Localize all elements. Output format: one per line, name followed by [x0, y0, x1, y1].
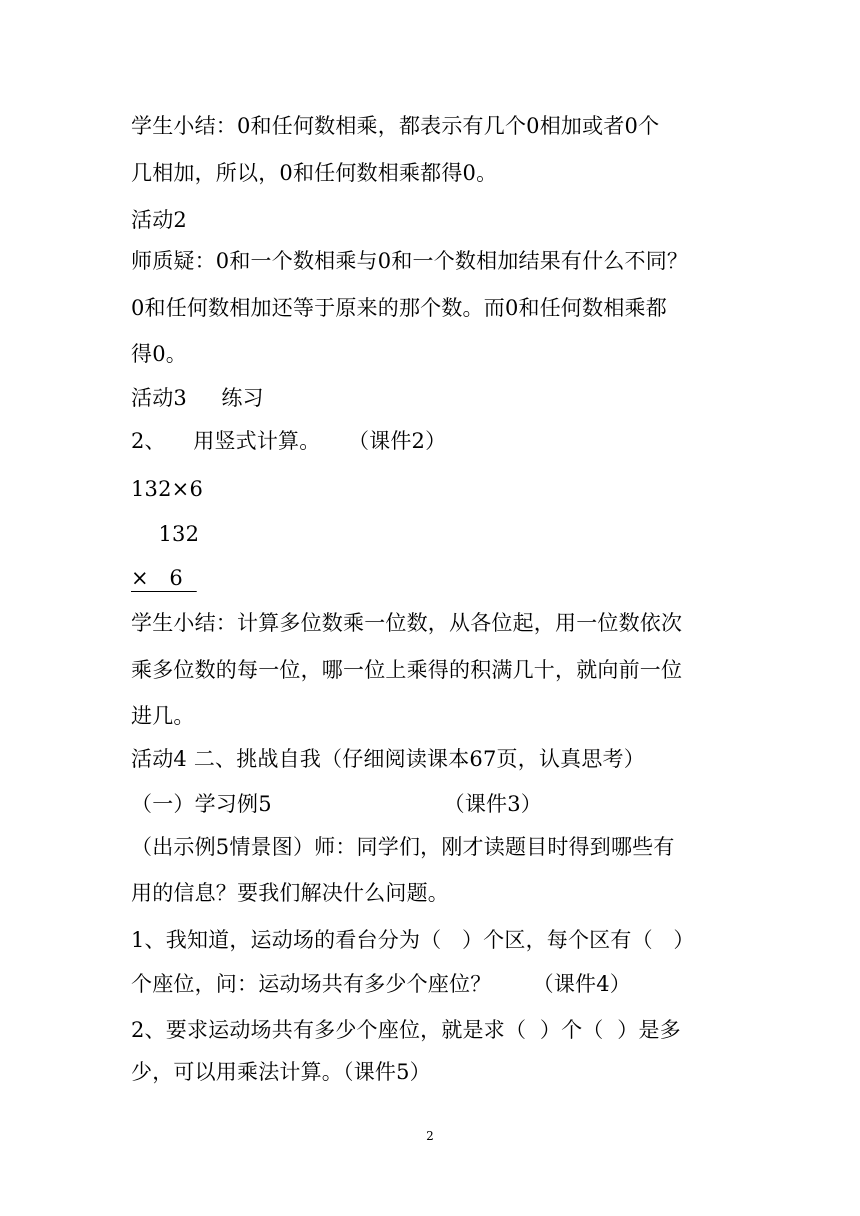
text-line: （出示例5情景图）师：同学们，刚才读题目时得到哪些有 — [131, 835, 675, 859]
text-line: 乘多位数的每一位，哪一位上乘得的积满几十，就向前一位 — [131, 658, 683, 682]
text-line: 少，可以用乘法计算。（课件5） — [131, 1060, 431, 1084]
text-line: 学生小结：计算多位数乘一位数，从各位起，用一位数依次 — [131, 611, 683, 635]
text-line: 1、我知道，运动场的看台分为（ ）个区，每个区有（ ） — [131, 928, 695, 952]
underlined-multiplier: × 6 — [131, 566, 197, 590]
text-line: 132×6 — [131, 477, 204, 501]
text-line: 几相加，所以，0和任何数相乘都得0。 — [131, 161, 498, 185]
text-line: 132 — [131, 522, 200, 546]
text-line: 学生小结：0和任何数相乘，都表示有几个0相加或者0个 — [131, 114, 660, 138]
text-line — [131, 564, 751, 592]
text-line: 2、 用竖式计算。 （课件2） — [131, 429, 447, 453]
text-line: 活动2 — [131, 208, 187, 232]
text-line: 得0。 — [131, 342, 187, 366]
page-number: 2 — [426, 1129, 434, 1143]
text-line: 活动3 练习 — [131, 386, 264, 410]
text-line: 0和任何数相加还等于原来的那个数。而0和任何数相乘都 — [131, 296, 667, 320]
text-line: 2、要求运动场共有多少个座位，就是求（ ）个（ ）是多 — [131, 1018, 681, 1042]
text-line: 个座位，问：运动场共有多少个座位？ （课件4） — [131, 972, 632, 996]
text-line: （一）学习例5 （课件3） — [131, 792, 543, 816]
text-line: 用的信息？要我们解决什么问题。 — [131, 881, 449, 905]
text-line: 活动4 二、挑战自我（仔细阅读课本67页，认真思考） — [131, 747, 645, 771]
text-line: 师质疑：0和一个数相乘与0和一个数相加结果有什么不同？ — [131, 249, 689, 273]
text-line: 进几。 — [131, 704, 195, 728]
